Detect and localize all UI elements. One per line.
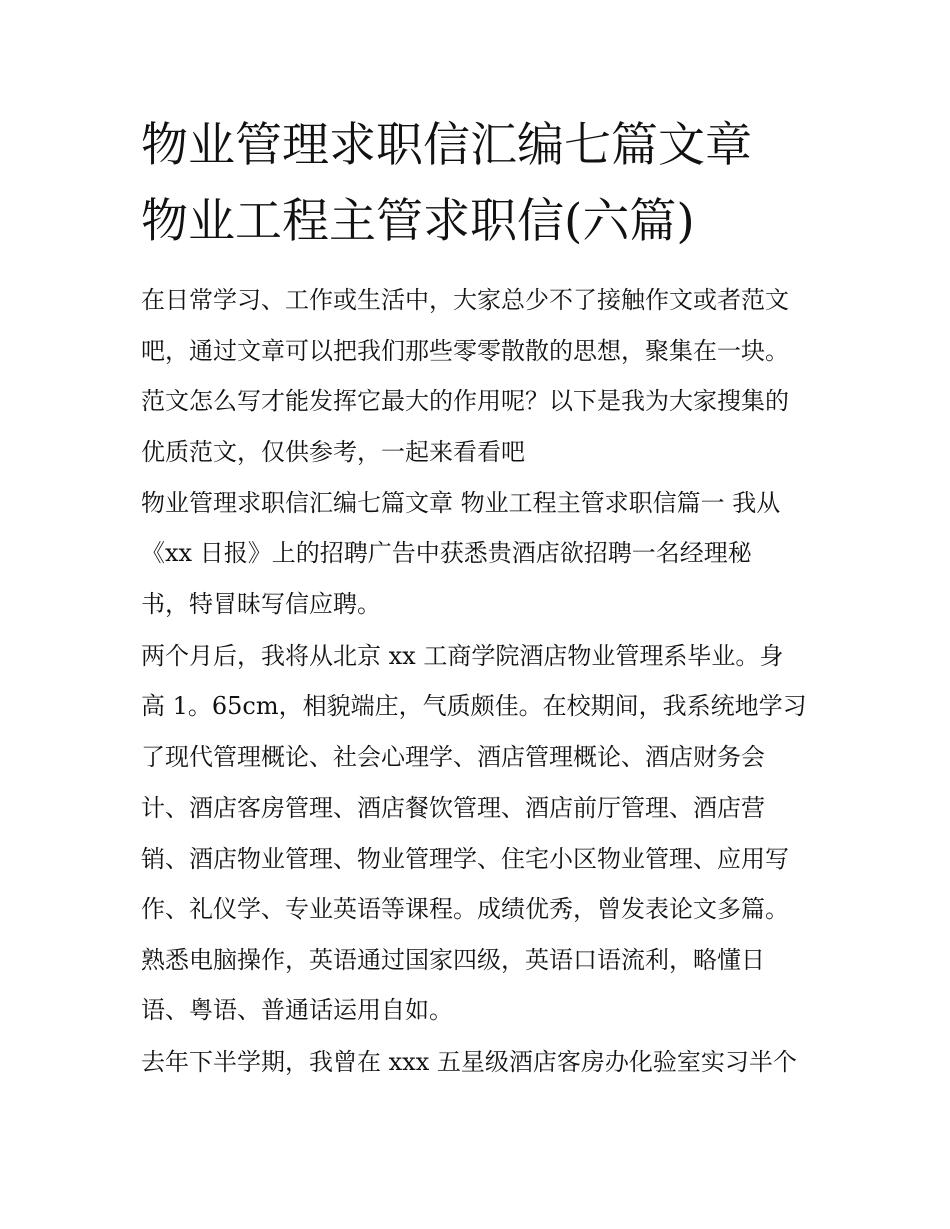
document-title-line-2: 物业工程主管求职信(六篇) (141, 194, 695, 249)
paragraph-1-line-2: 《xx 日报》上的招聘广告中获悉贵酒店欲招聘一名经理秘 (141, 539, 752, 567)
paragraph-2-line-2: 高 1。65cm，相貌端庄，气质颇佳。在校期间，我系统地学习 (141, 692, 807, 720)
paragraph-2-line-7: 熟悉电脑操作，英语通过国家四级，英语口语流利，略懂日 (141, 946, 765, 974)
intro-line-1: 在日常学习、工作或生活中，大家总少不了接触作文或者范文 (141, 286, 789, 314)
paragraph-2-line-8: 语、粤语、普通话运用自如。 (141, 996, 453, 1024)
paragraph-3-line-1: 去年下半学期，我曾在 xxx 五星级酒店客房办化验室实习半个 (141, 1048, 797, 1076)
paragraph-1-line-3: 书，特冒昧写信应聘。 (141, 590, 381, 618)
paragraph-2-line-4: 计、酒店客房管理、酒店餐饮管理、酒店前厅管理、酒店营 (141, 794, 765, 822)
paragraph-2-line-6: 作、礼仪学、专业英语等课程。成绩优秀，曾发表论文多篇。 (141, 895, 789, 923)
paragraph-1-line-1: 物业管理求职信汇编七篇文章 物业工程主管求职信篇一 我从 (141, 489, 781, 517)
intro-line-3: 范文怎么写才能发挥它最大的作用呢？以下是我为大家搜集的 (141, 387, 789, 415)
paragraph-2-line-1: 两个月后，我将从北京 xx 工商学院酒店物业管理系毕业。身 (141, 642, 784, 670)
document-title-line-1: 物业管理求职信汇编七篇文章 (141, 118, 752, 173)
intro-line-4: 优质范文，仅供参考，一起来看看吧 (141, 438, 525, 466)
intro-line-2: 吧，通过文章可以把我们那些零零散散的思想，聚集在一块。 (141, 337, 789, 365)
paragraph-2-line-5: 销、酒店物业管理、物业管理学、住宅小区物业管理、应用写 (141, 845, 789, 873)
paragraph-2-line-3: 了现代管理概论、社会心理学、酒店管理概论、酒店财务会 (141, 743, 765, 771)
